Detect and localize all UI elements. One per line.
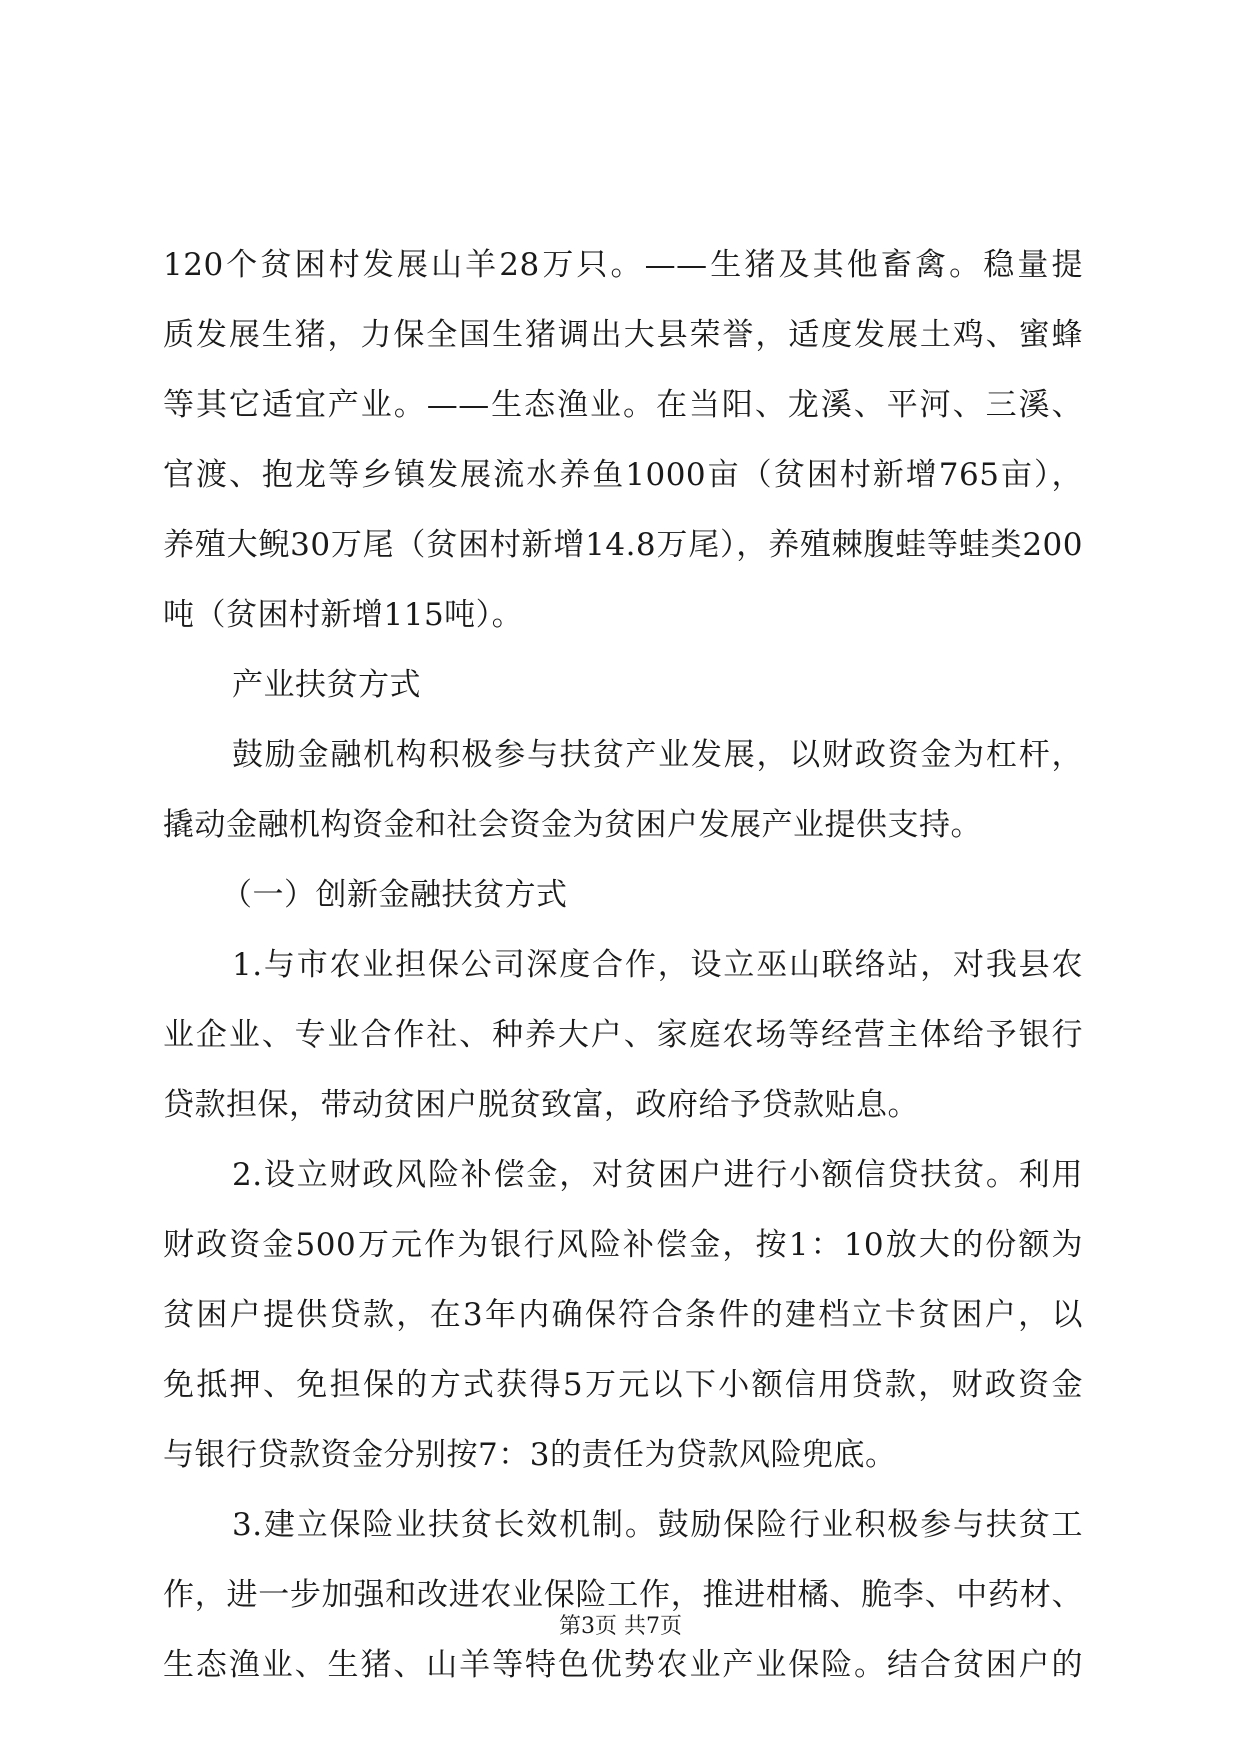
subsection-heading <box>163 860 1083 930</box>
paragraph-item-2 <box>163 1140 1083 1490</box>
document-body <box>163 230 1083 1700</box>
text-line: 1.与市农业担保公司深度合作，设立巫山联络站，对我县农 <box>232 947 1083 983</box>
text-line: 撬动金融机构资金和社会资金为贫困户发展产业提供支持。 <box>163 807 982 843</box>
text-line: 120个贫困村发展山羊28万只。——生猪及其他畜禽。稳量提 <box>163 247 1083 283</box>
text-line: 等其它适宜产业。——生态渔业。在当阳、龙溪、平河、三溪、 <box>163 387 1083 423</box>
section-heading <box>163 650 1083 720</box>
text-line: 业企业、专业合作社、种养大户、家庭农场等经营主体给予银行 <box>163 1017 1083 1053</box>
text-line: 财政资金500万元作为银行风险补偿金，按1：10放大的份额为 <box>163 1227 1083 1263</box>
text-line: 与银行贷款资金分别按7：3的责任为贷款风险兜底。 <box>163 1437 897 1473</box>
text-line: 贷款担保，带动贫困户脱贫致富，政府给予贷款贴息。 <box>163 1087 919 1123</box>
text-line: 官渡、抱龙等乡镇发展流水养鱼1000亩（贫困村新增765亩）， <box>163 457 1083 493</box>
paragraph-item-1 <box>163 930 1083 1140</box>
paragraph-item-3 <box>163 1490 1083 1700</box>
text-line: 免抵押、免担保的方式获得5万元以下小额信用贷款，财政资金 <box>163 1367 1083 1403</box>
paragraph-livestock-fishery <box>163 230 1083 650</box>
text-line: 吨（贫困村新增115吨）。 <box>163 597 524 633</box>
text-line: 作，进一步加强和改进农业保险工作，推进柑橘、脆李、中药材、 <box>163 1577 1083 1613</box>
text-line: 产业扶贫方式 <box>232 667 421 703</box>
text-line: 养殖大鲵30万尾（贫困村新增14.8万尾），养殖棘腹蛙等蛙类200 <box>163 527 1083 563</box>
text-line: 生态渔业、生猪、山羊等特色优势农业产业保险。结合贫困户的 <box>163 1647 1083 1683</box>
text-line: 鼓励金融机构积极参与扶贫产业发展，以财政资金为杠杆， <box>232 737 1083 773</box>
text-line: 3.建立保险业扶贫长效机制。鼓励保险行业积极参与扶贫工 <box>232 1507 1083 1543</box>
text-line: 贫困户提供贷款，在3年内确保符合条件的建档立卡贫困户，以 <box>163 1297 1083 1333</box>
page-number-footer: 第3页 共7页 <box>559 1614 682 1639</box>
text-line: 2.设立财政风险补偿金，对贫困户进行小额信贷扶贫。利用 <box>232 1157 1083 1193</box>
text-line: 质发展生猪，力保全国生猪调出大县荣誉，适度发展土鸡、蜜蜂 <box>163 317 1083 353</box>
paragraph-financial-participation <box>163 720 1083 860</box>
text-line: （一）创新金融扶贫方式 <box>221 877 568 913</box>
